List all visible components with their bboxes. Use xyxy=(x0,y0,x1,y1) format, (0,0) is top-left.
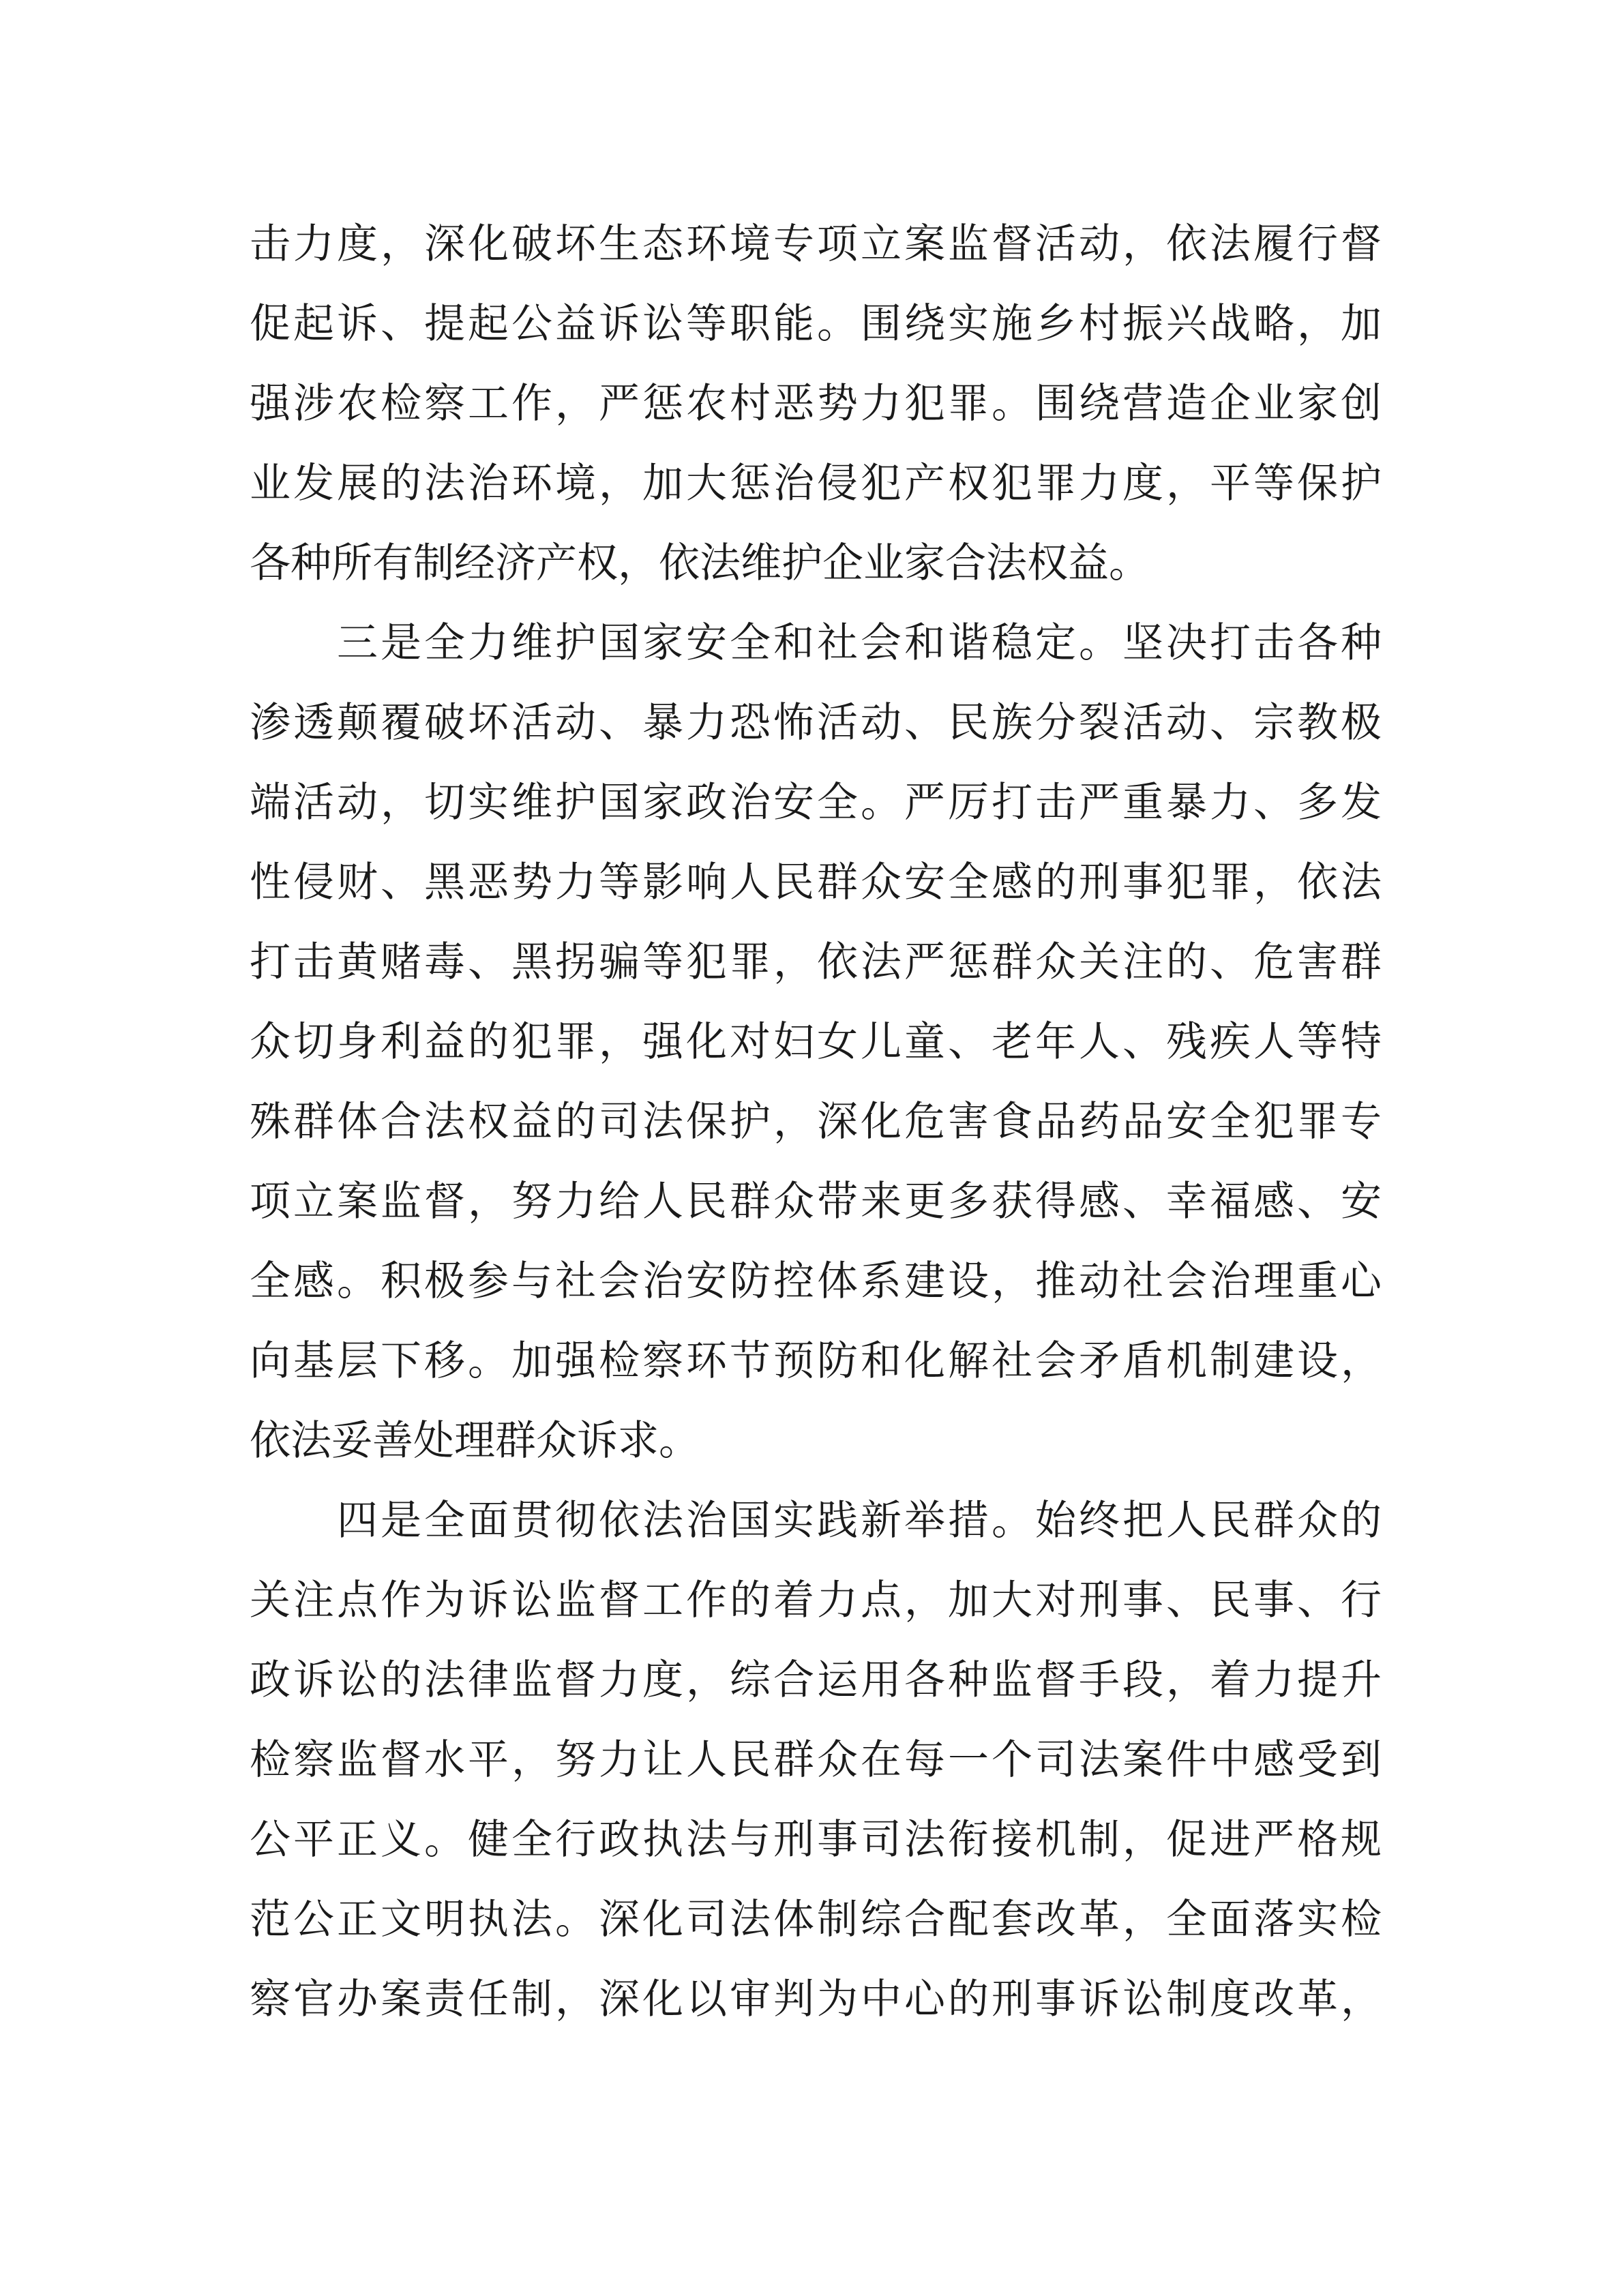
body-text xyxy=(250,205,1382,2040)
text-line: 三是全力维护国家安全和社会和谐稳定。坚决打击各种 xyxy=(337,619,1382,667)
text-line: 四是全面贯彻依法治国实践新举措。始终把人民群众的 xyxy=(337,1497,1382,1545)
text-line: 依法妥善处理群众诉求。 xyxy=(250,1417,700,1465)
text-line: 全感。积极参与社会治安防控体系建设，推动社会治理重心 xyxy=(250,1257,1382,1305)
text-line: 范公正文明执法。深化司法体制综合配套改革，全面落实检 xyxy=(250,1896,1382,1943)
text-line: 性侵财、黑恶势力等影响人民群众安全感的刑事犯罪，依法 xyxy=(250,859,1382,906)
text-line: 促起诉、提起公益诉讼等职能。围绕实施乡村振兴战略，加 xyxy=(250,300,1382,348)
text-line: 关注点作为诉讼监督工作的着力点，加大对刑事、民事、行 xyxy=(250,1577,1382,1624)
paragraph-3 xyxy=(250,1481,1382,2040)
text-line: 打击黄赌毒、黑拐骗等犯罪，依法严惩群众关注的、危害群 xyxy=(250,938,1382,986)
text-line: 各种所有制经济产权，依法维护企业家合法权益。 xyxy=(250,539,1150,587)
text-line: 向基层下移。加强检察环节预防和化解社会矛盾机制建设， xyxy=(250,1337,1382,1385)
text-line: 察官办案责任制，深化以审判为中心的刑事诉讼制度改革， xyxy=(250,1976,1382,2023)
text-line: 击力度，深化破坏生态环境专项立案监督活动，依法履行督 xyxy=(250,220,1382,268)
text-line: 项立案监督，努力给人民群众带来更多获得感、幸福感、安 xyxy=(250,1178,1382,1225)
text-line: 众切身利益的犯罪，强化对妇女儿童、老年人、残疾人等特 xyxy=(250,1018,1382,1066)
text-line: 公平正义。健全行政执法与刑事司法衔接机制，促进严格规 xyxy=(250,1816,1382,1864)
paragraph-1 xyxy=(250,205,1382,603)
text-line: 检察监督水平，努力让人民群众在每一个司法案件中感受到 xyxy=(250,1736,1382,1784)
text-line: 强涉农检察工作，严惩农村恶势力犯罪。围绕营造企业家创 xyxy=(250,380,1382,428)
text-line: 渗透颠覆破坏活动、暴力恐怖活动、民族分裂活动、宗教极 xyxy=(250,699,1382,747)
text-line: 殊群体合法权益的司法保护，深化危害食品药品安全犯罪专 xyxy=(250,1098,1382,1146)
text-line: 端活动，切实维护国家政治安全。严厉打击严重暴力、多发 xyxy=(250,779,1382,826)
text-line: 业发展的法治环境，加大惩治侵犯产权犯罪力度，平等保护 xyxy=(250,460,1382,507)
paragraph-2 xyxy=(250,603,1382,1481)
text-line: 政诉讼的法律监督力度，综合运用各种监督手段，着力提升 xyxy=(250,1656,1382,1704)
